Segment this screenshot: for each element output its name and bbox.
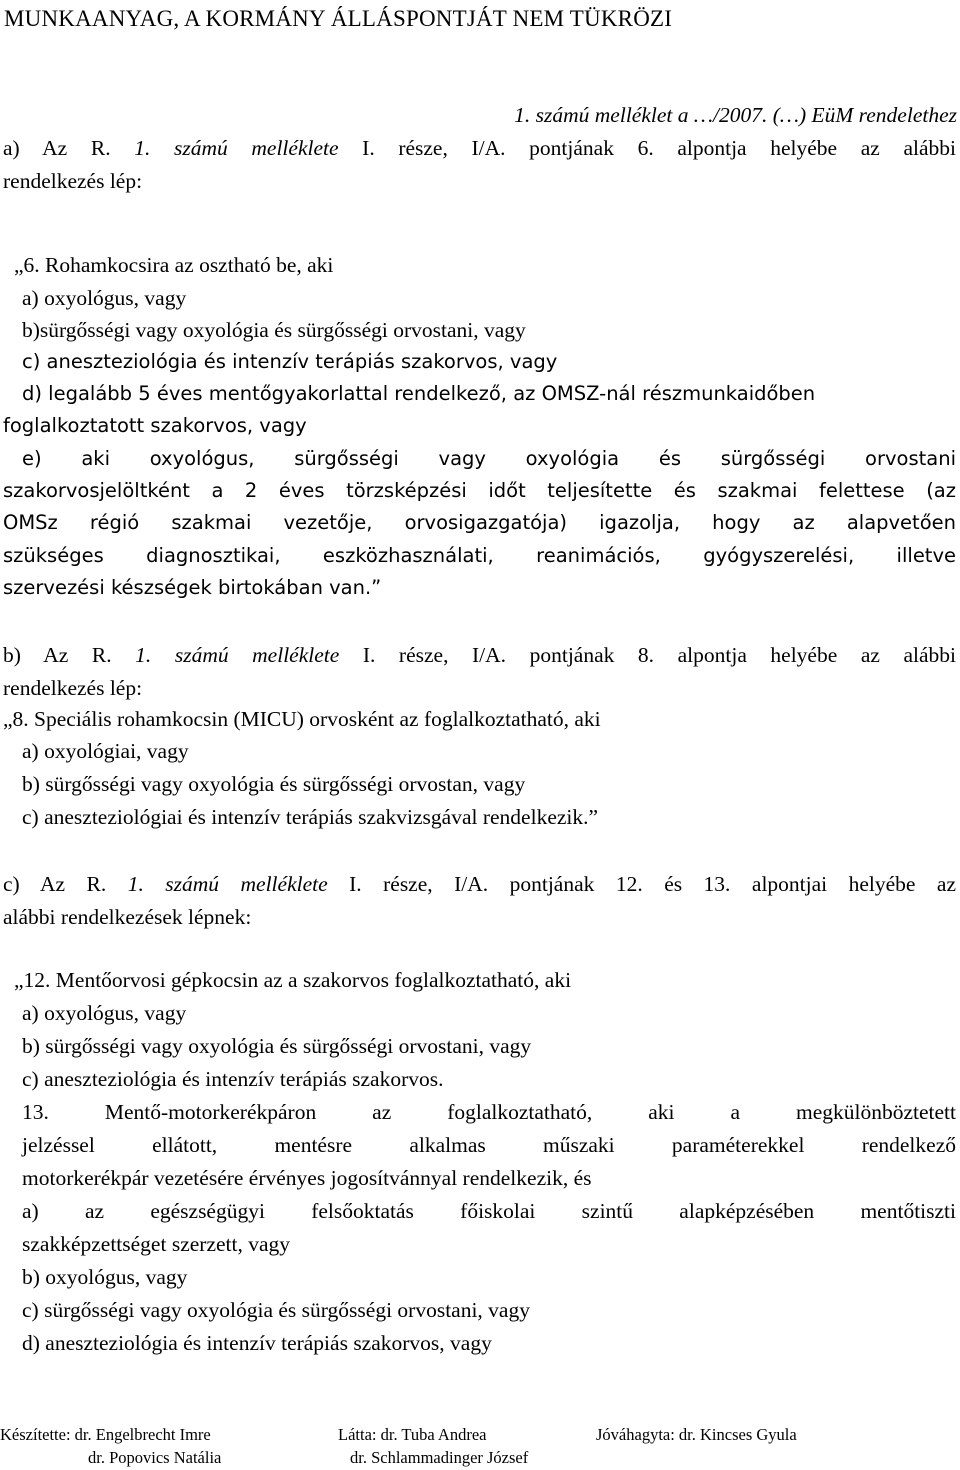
section-c-line: 13. Mentő-motorkerékpáron az foglalkoztatható, aki a megkülönböztetett [22, 1100, 956, 1124]
section-a-intro-2: rendelkezés lép: [3, 169, 143, 193]
section-a-line: szükséges diagnosztikai, eszközhasználati, reanimációs, gyógyszerelési, illetve [3, 544, 956, 567]
section-a-intro-italic: 1. számú melléklete [134, 136, 339, 160]
section-b-intro-pre: b) Az R. [3, 643, 136, 667]
section-c-line: a) oxyológus, vagy [22, 1001, 187, 1025]
section-a-line: OMSz régió szakmai vezetője, orvosigazgatója) igazolja, hogy az alapvetően [3, 511, 956, 534]
section-c-line: szakképzettséget szerzett, vagy [22, 1232, 291, 1256]
footer-approved-by: Jóváhagyta: dr. Kincses Gyula [596, 1425, 797, 1444]
page-header: MUNKAANYAG, A KORMÁNY ÁLLÁSPONTJÁT NEM TÜKRÖZI [4, 6, 673, 31]
footer-prepared-by: Készítette: dr. Engelbrecht Imre [0, 1425, 211, 1444]
section-a-line: e) aki oxyológus, sürgősségi vagy oxyológia és sürgősségi orvostani [22, 447, 956, 470]
section-b-line: b) sürgősségi vagy oxyológia és sürgősségi orvostan, vagy [22, 772, 526, 796]
section-a-line: a) oxyológus, vagy [22, 286, 187, 310]
section-c-line: b) oxyológus, vagy [22, 1265, 188, 1289]
section-b-intro [3, 642, 956, 668]
section-c-line: c) sürgősségi vagy oxyológia és sürgősségi orvostani, vagy [22, 1298, 530, 1322]
section-a-intro-pre: a) Az R. [3, 136, 135, 160]
section-a-line: „6. Rohamkocsira az osztható be, aki [14, 253, 334, 277]
section-a-line: b)sürgősségi vagy oxyológia és sürgősségi orvostani, vagy [22, 318, 526, 342]
section-b-line: a) oxyológiai, vagy [22, 739, 189, 763]
section-c-intro-italic: 1. számú melléklete [127, 872, 328, 896]
section-c-intro-pre: c) Az R. [3, 872, 128, 896]
section-a-line: foglalkoztatott szakorvos, vagy [3, 414, 307, 437]
section-a-line: szakorvosjelöltként a 2 éves törzsképzési időt teljesítette és szakmai felettese (az [3, 479, 956, 502]
section-c-line: „12. Mentőorvosi gépkocsin az a szakorvos foglalkoztatható, aki [14, 968, 572, 992]
section-a-line: c) aneszteziológia és intenzív terápiás szakorvos, vagy [22, 350, 558, 373]
section-b-intro-post: I. része, I/A. pontjának 8. alpontja helyébe az alábbi [339, 643, 956, 667]
section-a-line: szervezési készségek birtokában van.” [3, 576, 382, 599]
section-c-intro-post: I. része, I/A. pontjának 12. és 13. alpontjai helyébe az [327, 872, 956, 896]
section-a-line: d) legalább 5 éves mentőgyakorlattal rendelkező, az OMSZ-nál részmunkaidőben [22, 382, 816, 405]
section-b-line: c) aneszteziológiai és intenzív terápiás szakvizsgával rendelkezik.” [22, 805, 599, 829]
annex-title: 1. számú melléklet a …/2007. (…) EüM rendelethez [514, 103, 957, 127]
footer-seen-by-2: dr. Schlammadinger József [350, 1448, 529, 1467]
section-c-intro [3, 871, 956, 897]
section-c-line: c) aneszteziológia és intenzív terápiás szakorvos. [22, 1067, 444, 1091]
section-b-line: „8. Speciális rohamkocsin (MICU) orvosként az foglalkoztatható, aki [3, 707, 601, 731]
section-c-line: jelzéssel ellátott, mentésre alkalmas műszaki paraméterekkel rendelkező [22, 1133, 956, 1157]
section-c-line: d) aneszteziológia és intenzív terápiás szakorvos, vagy [22, 1331, 492, 1355]
section-c-line: b) sürgősségi vagy oxyológia és sürgősségi orvostani, vagy [22, 1034, 532, 1058]
footer-prepared-by-2: dr. Popovics Natália [88, 1448, 222, 1467]
section-c-line: motorkerékpár vezetésére érvényes jogosítvánnyal rendelkezik, és [22, 1166, 592, 1190]
section-b-intro-italic: 1. számú melléklete [135, 643, 340, 667]
section-b-intro-2: rendelkezés lép: [3, 676, 143, 700]
section-c-line: a) az egészségügyi felsőoktatás főiskolai szintű alapképzésében mentőtiszti [22, 1199, 956, 1223]
section-a-intro [3, 135, 956, 161]
footer-seen-by: Látta: dr. Tuba Andrea [338, 1425, 487, 1444]
section-c-intro-2: alábbi rendelkezések lépnek: [3, 905, 252, 929]
section-a-intro-post: I. része, I/A. pontjának 6. alpontja helyébe az alábbi [338, 136, 956, 160]
